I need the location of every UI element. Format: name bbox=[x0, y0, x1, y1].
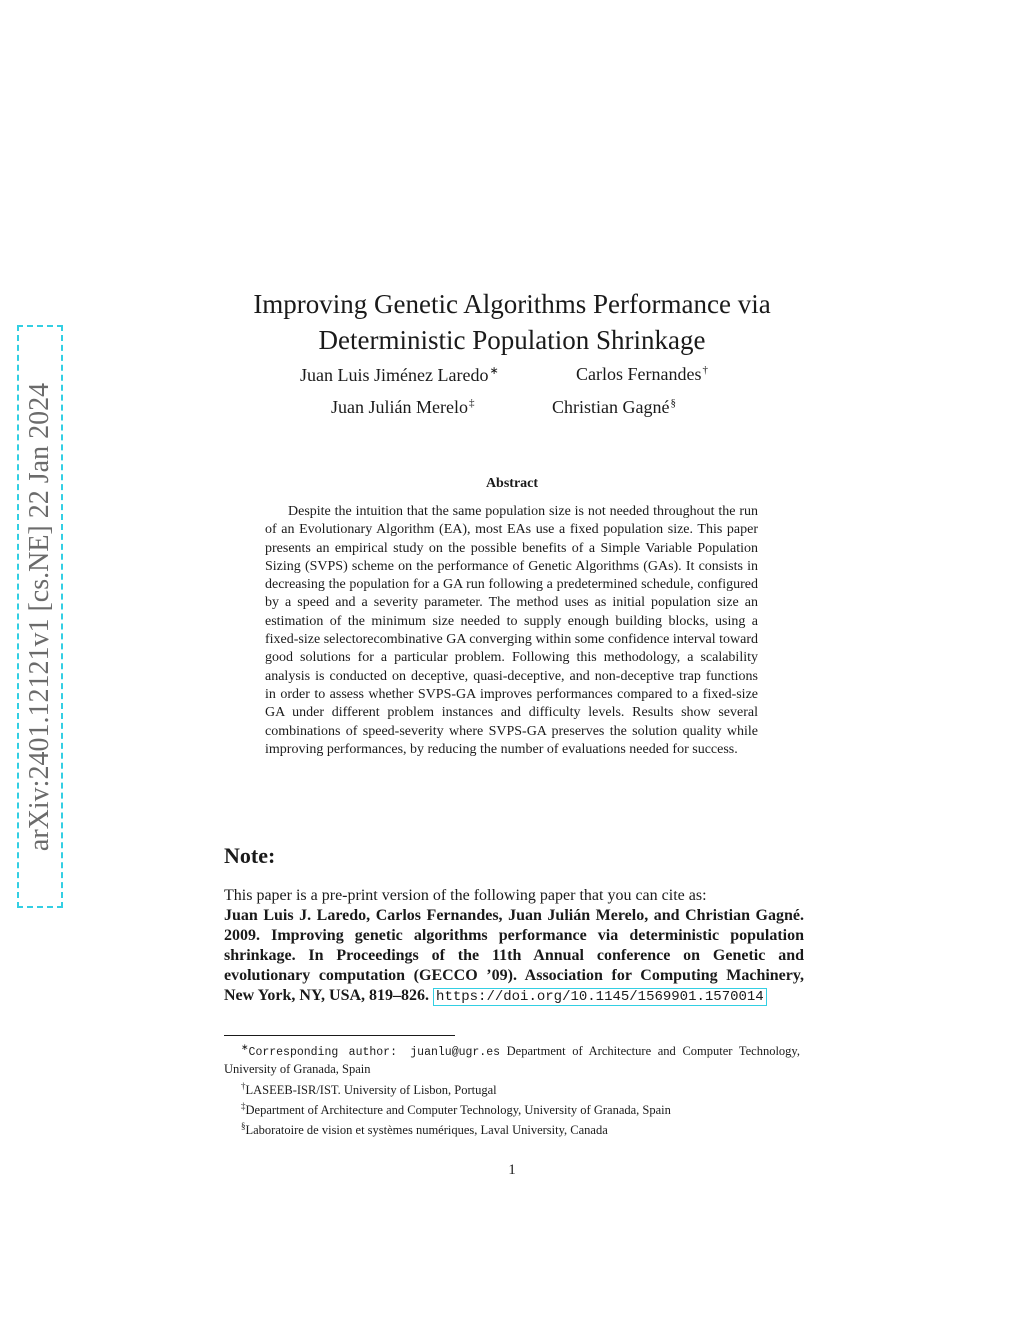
author-4-name: Christian Gagné bbox=[552, 397, 670, 417]
author-2-name: Carlos Fernandes bbox=[576, 364, 702, 384]
author-4 bbox=[552, 397, 676, 418]
citation bbox=[224, 906, 804, 1007]
author-4-mark: § bbox=[670, 397, 676, 409]
author-3-mark: ‡ bbox=[468, 397, 475, 409]
corresponding-email[interactable]: juanlu@ugr.es bbox=[410, 1046, 500, 1059]
paper-title bbox=[200, 286, 824, 358]
citation-text: Juan Luis J. Laredo, Carlos Fernandes, Juan Julián Merelo, and Christian Gagné. 2009. Improving genetic algorithms performance via deterministic population shrinkage. In Proceedings of the 11th Annual conference on Genetic and evolutionary computation (GECCO ’09). Association for Computing Machinery, New York, NY, USA, 819–826. bbox=[224, 907, 804, 1004]
footnote-1-label: Corresponding author: bbox=[248, 1046, 397, 1059]
title-line-2: Deterministic Population Shrinkage bbox=[318, 325, 706, 356]
author-1-name: Juan Luis Jiménez Laredo bbox=[300, 365, 489, 385]
page-number: 1 bbox=[508, 1162, 516, 1178]
abstract-text: Despite the intuition that the same population size is not needed throughout the run of an Evolutionary Algorithm (EA), most EAs use a fixed population size. This paper presents an empirical study on the possible benefits of a Simple Variable Population Sizing (SVPS) scheme on the performance of Genetic Algorithms (GAs). It consists in decreasing the population for a GA run following a predetermined schedule, configured by a speed and a severity parameter. The method uses as initial population size an estimation of the minimum size needed to supply enough building blocks, using a fixed-size selectorecombinative GA converging within some confidence interval toward good solutions for a particular problem. Following this methodology, a scalability analysis is conducted on deceptive, quasi-deceptive, and non-deceptive trap functions in order to assess whether SVPS-GA improves performances compared to a fixed-size GA under different problem instances and difficulty levels. Results show several combinations of speed-severity where SVPS-GA preserves the solution quality while improving performances, by reducing the number of evaluations needed for success. bbox=[265, 504, 758, 757]
footnote-1-mark: ∗ bbox=[241, 1042, 249, 1052]
footnote-rule bbox=[224, 1035, 455, 1036]
author-1 bbox=[300, 364, 499, 386]
author-2 bbox=[576, 364, 708, 385]
author-1-mark: ∗ bbox=[489, 365, 499, 377]
author-3-name: Juan Julián Merelo bbox=[331, 397, 468, 417]
footnote-4-mark: § bbox=[241, 1121, 246, 1132]
abstract-heading: Abstract bbox=[485, 476, 539, 491]
note-intro: This paper is a pre-print version of the following paper that you can cite as: bbox=[224, 887, 707, 904]
footnote-4-text: Laboratoire de vision et systèmes numériques, Laval University, Canada bbox=[245, 1123, 608, 1138]
footnote-4 bbox=[224, 1118, 800, 1138]
arxiv-identifier-text: arXiv:2401.12121v1 [cs.NE] 22 Jan 2024 bbox=[24, 382, 55, 851]
arxiv-identifier-stamp[interactable] bbox=[17, 325, 63, 908]
footnote-3-text: Department of Architecture and Computer Technology, University of Granada, Spain bbox=[245, 1102, 671, 1117]
footnote-2-text: LASEEB-ISR/IST. University of Lisbon, Portugal bbox=[245, 1082, 497, 1097]
footnote-2 bbox=[224, 1078, 800, 1098]
author-3 bbox=[331, 397, 474, 418]
footnote-2-mark: † bbox=[241, 1080, 246, 1091]
title-line-1: Improving Genetic Algorithms Performance via bbox=[253, 289, 771, 320]
note-heading: Note: bbox=[224, 843, 276, 868]
footnote-1-text: Department of Architecture and Computer Technology, University of Granada, Spain bbox=[224, 1044, 800, 1077]
footnote-3 bbox=[224, 1098, 800, 1118]
footnote-3-mark: ‡ bbox=[241, 1100, 246, 1111]
footnote-1 bbox=[224, 1039, 800, 1078]
footnotes bbox=[224, 1039, 800, 1138]
doi-link[interactable]: https://doi.org/10.1145/1569901.1570014 bbox=[433, 988, 767, 1006]
author-2-mark: † bbox=[702, 364, 708, 376]
